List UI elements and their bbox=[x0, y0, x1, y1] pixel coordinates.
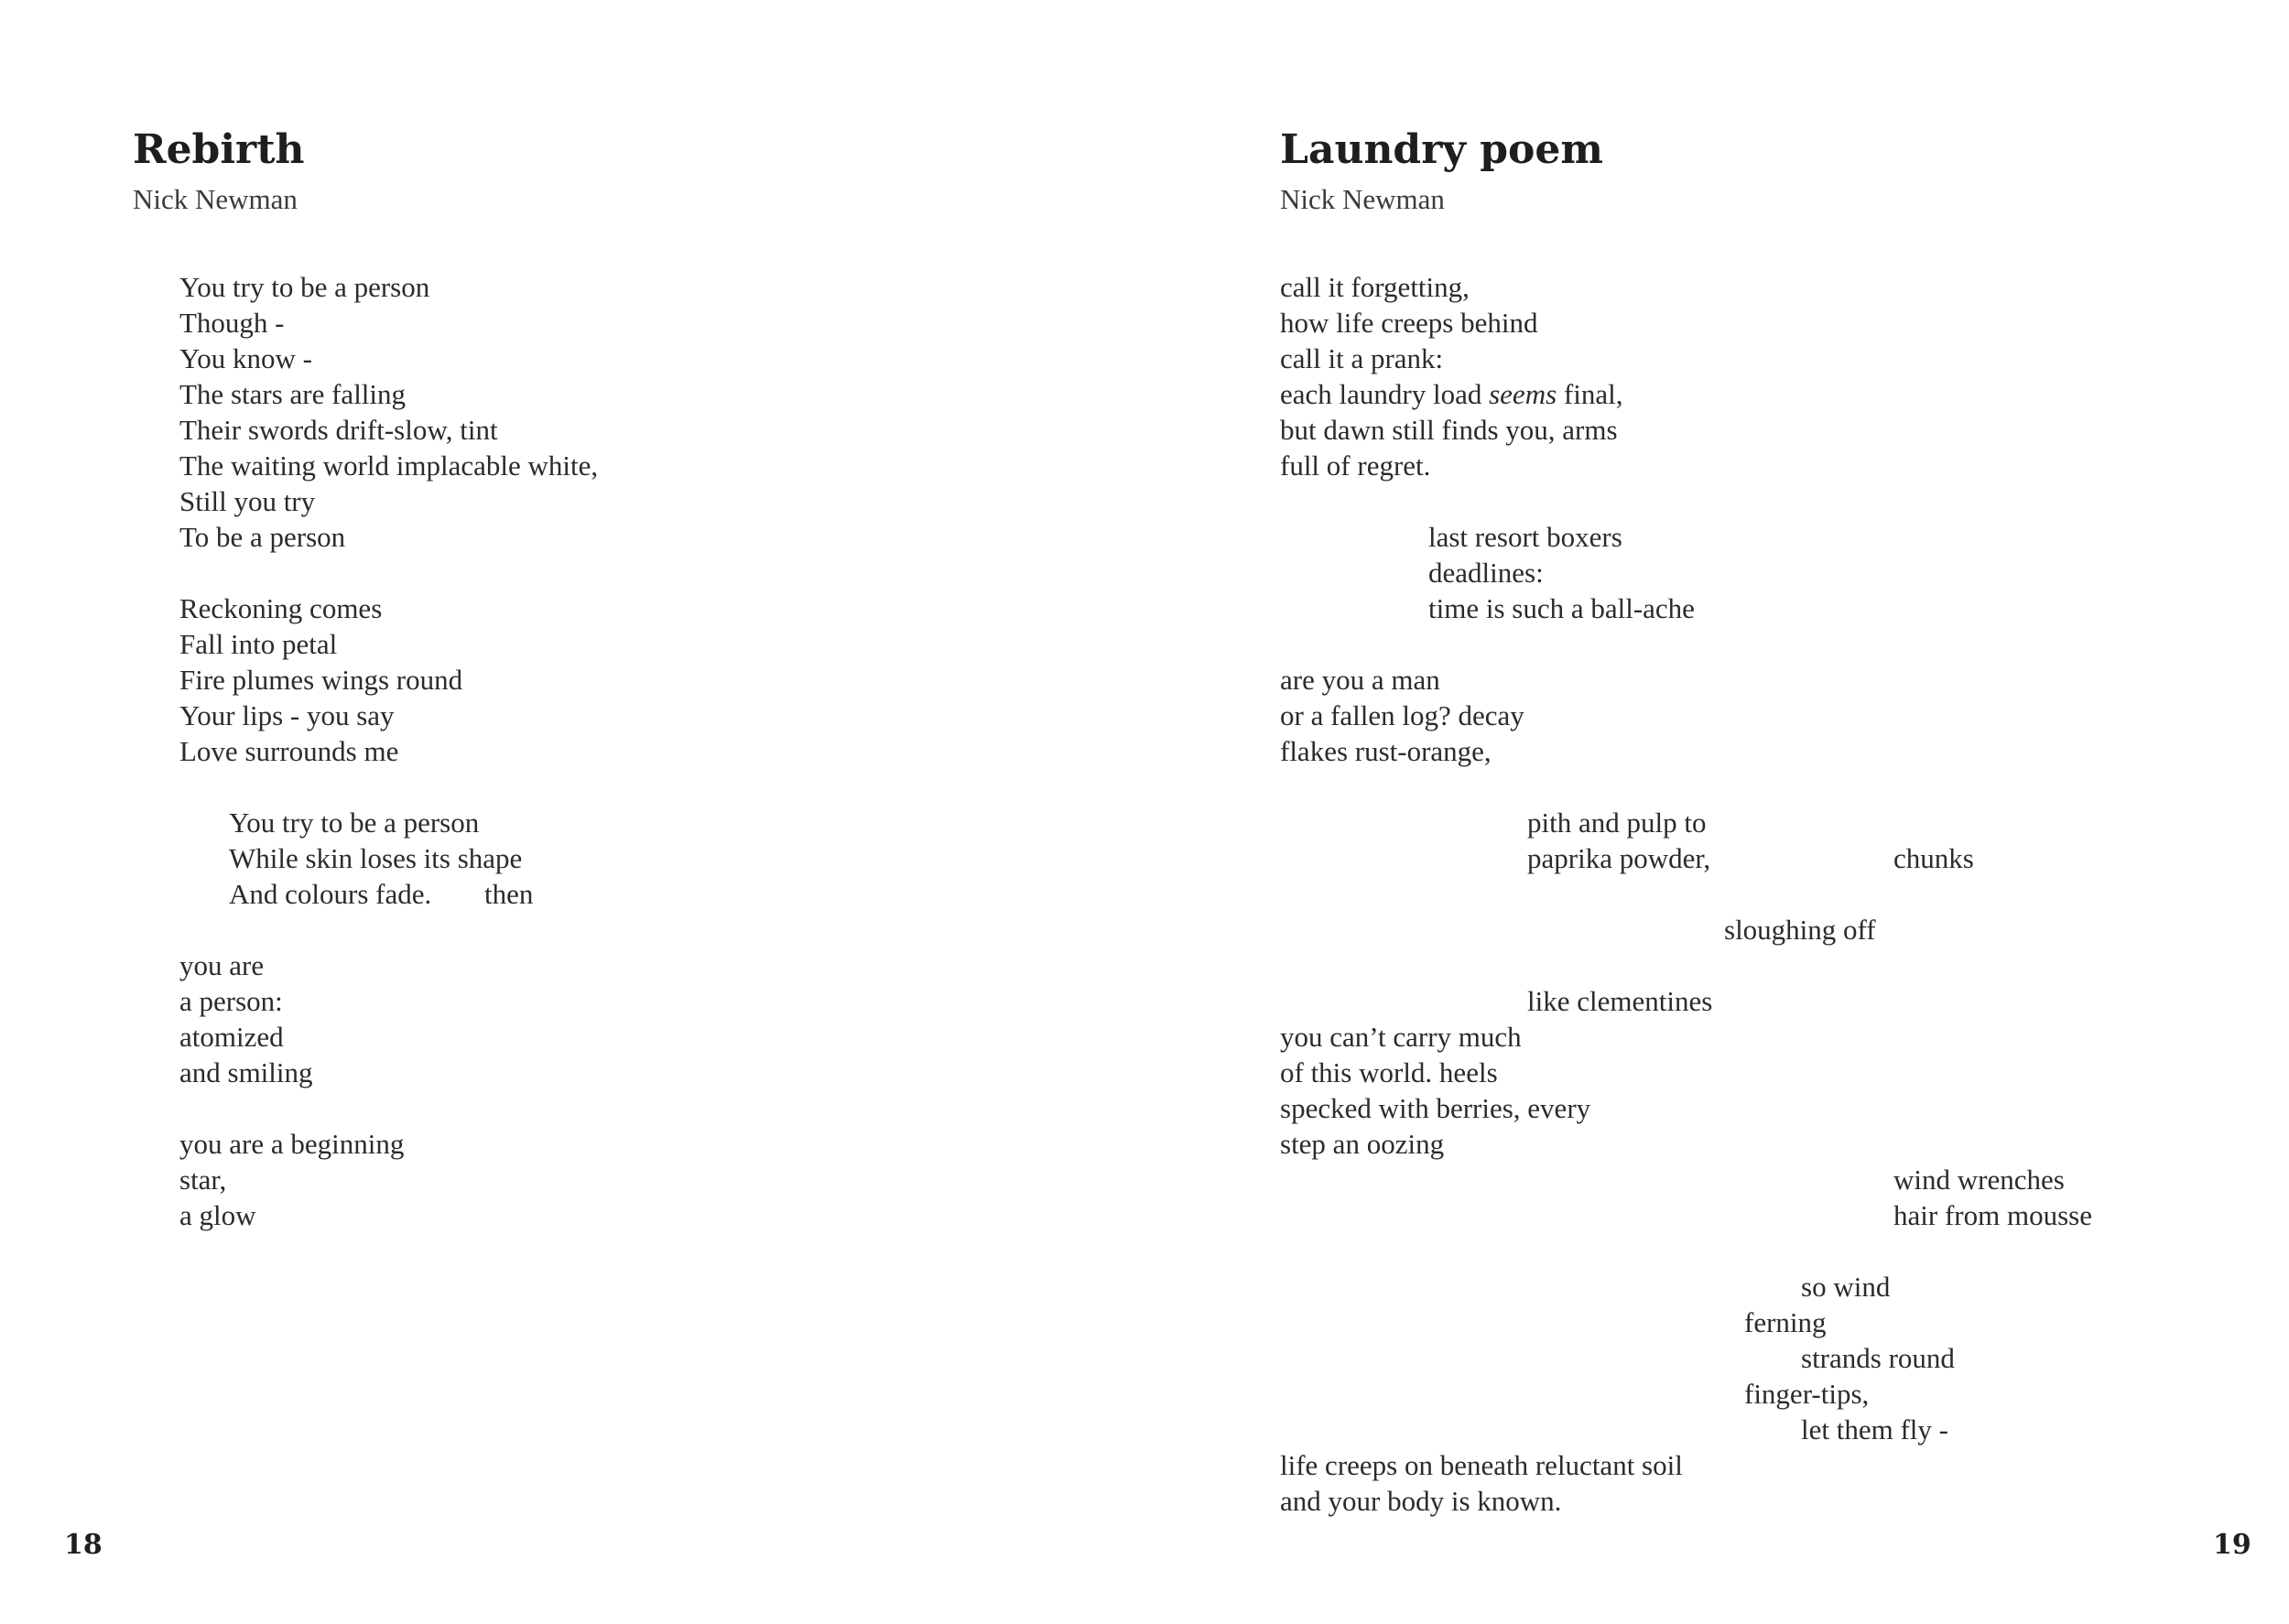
poem-line: so wind bbox=[1801, 1271, 1891, 1303]
poem-line: You try to be a person bbox=[229, 807, 480, 839]
poem-line: or a fallen log? decay bbox=[1280, 699, 1524, 731]
poem-line: a person: bbox=[179, 985, 283, 1017]
poem-line: paprika powder, bbox=[1527, 842, 1711, 874]
page-number: 18 bbox=[64, 1529, 103, 1561]
poem-line: The stars are falling bbox=[179, 378, 407, 410]
line-text: final, bbox=[1557, 378, 1623, 410]
poem-line: Fall into petal bbox=[179, 628, 338, 660]
poem-line: but dawn still finds you, arms bbox=[1280, 414, 1618, 446]
poem-line: Their swords drift-slow, tint bbox=[179, 414, 498, 446]
poem-line: call it a prank: bbox=[1280, 342, 1444, 374]
poem-line: are you a man bbox=[1280, 664, 1440, 696]
poem-line: Love surrounds me bbox=[179, 735, 399, 767]
page-number: 19 bbox=[2213, 1529, 2251, 1561]
poem-line: While skin loses its shape bbox=[229, 842, 523, 874]
poem-title: Rebirth bbox=[133, 126, 305, 173]
poem-line: atomized bbox=[179, 1021, 284, 1053]
poem-line: Still you try bbox=[179, 485, 316, 517]
poem-line: chunks bbox=[1893, 842, 1974, 874]
poem-line: of this world. heels bbox=[1280, 1056, 1498, 1088]
poem-line: call it forgetting, bbox=[1280, 271, 1470, 303]
poem-line: let them fly - bbox=[1801, 1413, 1948, 1445]
poem-line: ferning bbox=[1744, 1306, 1827, 1338]
poem-line: then bbox=[484, 878, 534, 910]
left-page bbox=[0, 0, 1144, 1624]
poem-line: To be a person bbox=[179, 521, 346, 553]
poem-line: You know - bbox=[179, 342, 312, 374]
poem-line: And colours fade. bbox=[229, 878, 432, 910]
poem-line: flakes rust-orange, bbox=[1280, 735, 1492, 767]
poem-line: Your lips - you say bbox=[179, 699, 395, 731]
poem-line: how life creeps behind bbox=[1280, 307, 1538, 339]
poem-line: hair from mousse bbox=[1893, 1199, 2092, 1231]
italic-emphasis: seems bbox=[1489, 378, 1557, 410]
poem-line: life creeps on beneath reluctant soil bbox=[1280, 1449, 1683, 1481]
poem-line: The waiting world implacable white, bbox=[179, 449, 599, 482]
poem-line: you can’t carry much bbox=[1280, 1021, 1522, 1053]
poem-line: star, bbox=[179, 1164, 227, 1196]
poem-line: a glow bbox=[179, 1199, 256, 1231]
poem-line: Reckoning comes bbox=[179, 592, 383, 624]
poem-line: wind wrenches bbox=[1893, 1164, 2065, 1196]
poem-line: last resort boxers bbox=[1428, 521, 1622, 553]
poem-line: time is such a ball-ache bbox=[1428, 592, 1695, 624]
poem-author: Nick Newman bbox=[1280, 183, 1445, 215]
poem-line: and smiling bbox=[179, 1056, 313, 1088]
poem-line: step an oozing bbox=[1280, 1128, 1445, 1160]
poem-line: specked with berries, every bbox=[1280, 1092, 1591, 1124]
poem-line: and your body is known. bbox=[1280, 1485, 1562, 1517]
poem-line: pith and pulp to bbox=[1527, 807, 1707, 839]
poem-line: deadlines: bbox=[1428, 557, 1544, 589]
poem-line: strands round bbox=[1801, 1342, 1955, 1374]
poem-line: Though - bbox=[179, 307, 285, 339]
poem-line: You try to be a person bbox=[179, 271, 430, 303]
right-page bbox=[1144, 0, 2289, 1624]
line-text: each laundry load bbox=[1280, 378, 1490, 410]
poem-line: sloughing off bbox=[1724, 914, 1876, 946]
poem-line: full of regret. bbox=[1280, 449, 1431, 482]
poem-line: you are bbox=[179, 949, 265, 981]
poem-line: you are a beginning bbox=[179, 1128, 405, 1160]
poem-title: Laundry poem bbox=[1280, 126, 1603, 173]
poem-line: like clementines bbox=[1527, 985, 1713, 1017]
poem-line bbox=[1280, 376, 1622, 412]
poem-author: Nick Newman bbox=[133, 183, 298, 215]
poem-line: Fire plumes wings round bbox=[179, 664, 463, 696]
poem-line: finger-tips, bbox=[1744, 1378, 1870, 1410]
